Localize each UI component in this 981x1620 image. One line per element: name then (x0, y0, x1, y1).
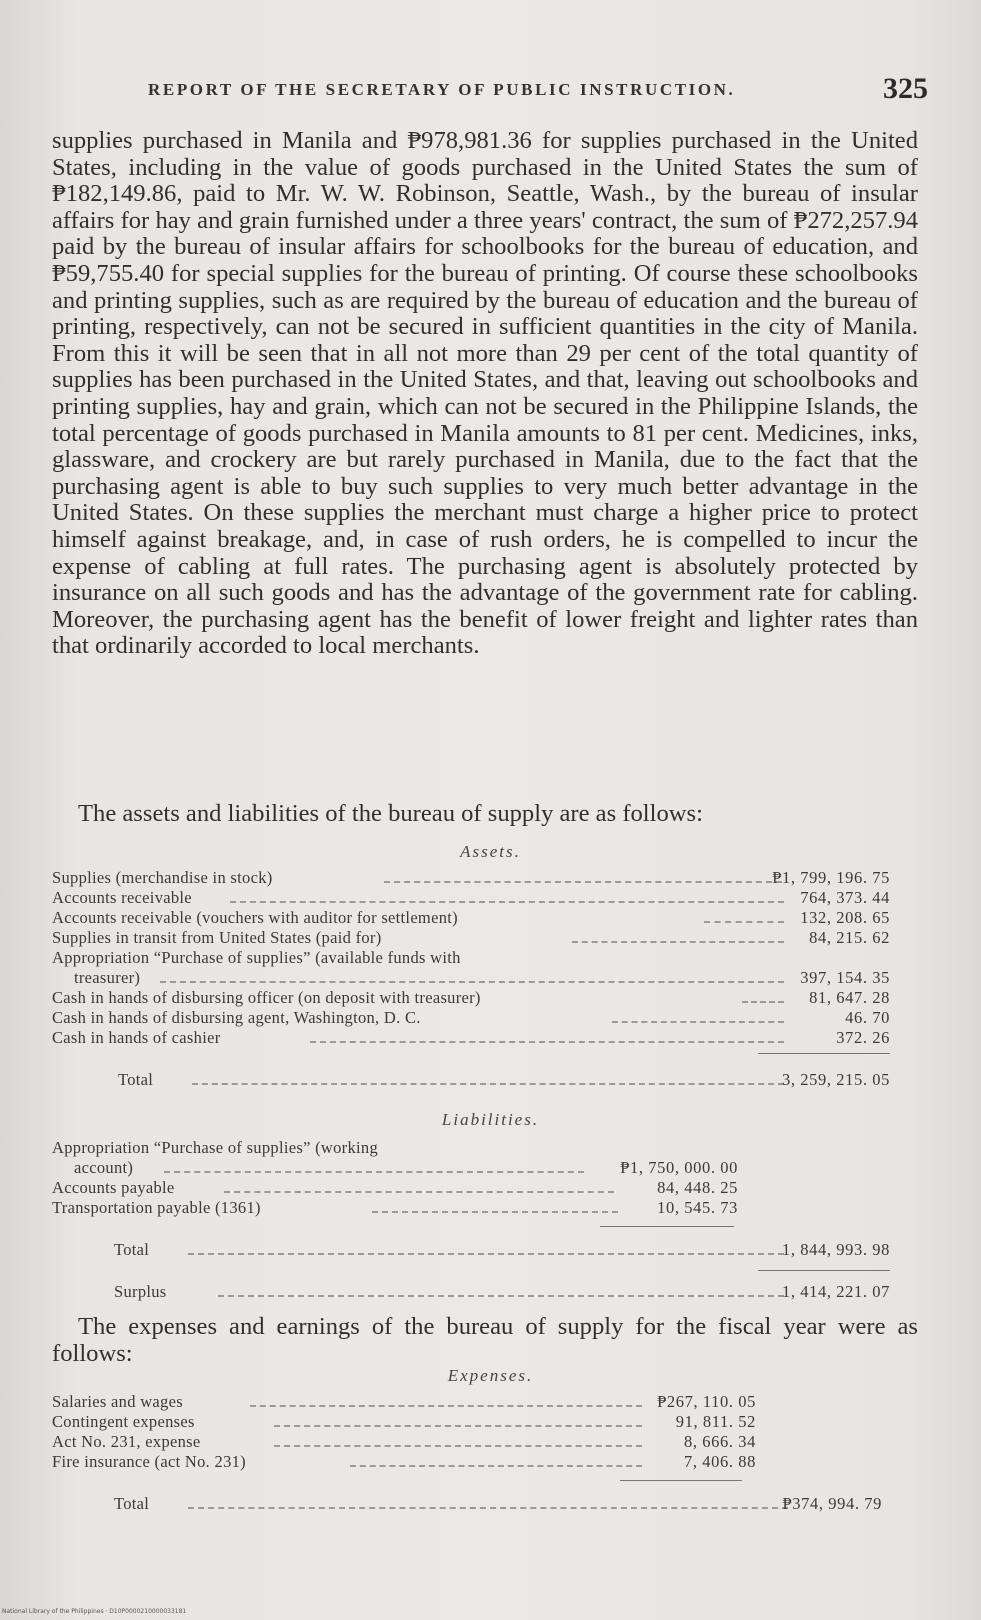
table-row (52, 1452, 918, 1472)
row-amount: 397, 154. 35 (800, 968, 890, 987)
row-label: Cash in hands of disbursing agent, Washington, D. C. (52, 1008, 421, 1027)
assets-heading: Assets. (460, 842, 521, 861)
leader-dots (572, 941, 784, 943)
surplus-label: Surplus (114, 1282, 167, 1301)
table-row (52, 928, 918, 948)
surplus-amount: 1, 414, 221. 07 (782, 1282, 890, 1301)
leader-dots (310, 1041, 784, 1043)
row-amount: 46. 70 (845, 1008, 890, 1027)
table-row (52, 1178, 918, 1198)
leader-dots (274, 1425, 642, 1427)
assets-total-row (52, 1070, 918, 1090)
row-amount: ₱1, 799, 196. 75 (772, 868, 890, 887)
row-label: Appropriation “Purchase of supplies” (available funds with (52, 948, 461, 967)
table-row (52, 1008, 918, 1028)
row-label: Cash in hands of disbursing officer (on deposit with treasurer) (52, 988, 481, 1007)
row-amount: 10, 545. 73 (657, 1198, 738, 1217)
assets-total: 3, 259, 215. 05 (782, 1070, 890, 1089)
running-title: REPORT OF THE SECRETARY OF PUBLIC INSTRUCTION. (148, 80, 736, 99)
leader-dots (742, 1001, 784, 1003)
leader-dots (192, 1083, 784, 1085)
table-row (52, 1138, 918, 1158)
paragraph-3-text: The expenses and earnings of the bureau of supply for the fiscal year were as follows: (52, 1313, 918, 1367)
row-amount: 132, 208. 65 (800, 908, 890, 927)
sum-rule (600, 1226, 734, 1227)
leader-dots (250, 1405, 642, 1407)
row-label: Supplies (merchandise in stock) (52, 868, 273, 887)
table-row (52, 1432, 918, 1452)
leader-dots (230, 901, 784, 903)
surplus-row (52, 1282, 918, 1302)
liabilities-total: 1, 844, 993. 98 (782, 1240, 890, 1259)
row-label: Act No. 231, expense (52, 1432, 201, 1451)
sum-rule (620, 1480, 742, 1481)
table-row (52, 888, 918, 908)
expenses-heading: Expenses. (447, 1366, 534, 1385)
leader-dots (218, 1295, 784, 1297)
row-label: Accounts payable (52, 1178, 175, 1197)
table-row (52, 908, 918, 928)
table-row (52, 968, 918, 988)
total-label: Total (114, 1494, 150, 1513)
row-amount: 84, 448. 25 (657, 1178, 738, 1197)
leader-dots (384, 881, 782, 883)
leader-dots (224, 1191, 614, 1193)
liabilities-total-row (52, 1240, 918, 1260)
leader-dots (350, 1465, 642, 1467)
row-label: Accounts receivable (vouchers with auditor for settlement) (52, 908, 458, 927)
table-row (52, 988, 918, 1008)
row-amount: 8, 666. 34 (684, 1432, 756, 1451)
body-paragraph (52, 128, 918, 660)
leader-dots (372, 1211, 618, 1213)
leader-dots (612, 1021, 784, 1023)
table-row (52, 1028, 918, 1048)
table-row (52, 868, 918, 888)
leader-dots (188, 1253, 784, 1255)
row-amount: 81, 647. 28 (809, 988, 890, 1007)
row-label: Accounts receivable (52, 888, 192, 907)
table-row (52, 1158, 918, 1178)
paragraph-2 (52, 801, 918, 828)
row-label: treasurer) (74, 968, 141, 987)
total-label: Total (114, 1240, 150, 1259)
leader-dots (160, 981, 784, 983)
expenses-total-row (52, 1494, 918, 1514)
row-label: Appropriation “Purchase of supplies” (working (52, 1138, 379, 1157)
row-label: account) (74, 1158, 134, 1177)
running-header (148, 72, 928, 112)
row-label: Salaries and wages (52, 1392, 183, 1411)
paragraph-3 (52, 1314, 918, 1367)
sum-rule (758, 1270, 890, 1271)
table-row (52, 948, 918, 968)
page-number: 325 (883, 72, 928, 105)
sum-rule (758, 1053, 890, 1054)
scan-credit: National Library of the Philippines · D10P0000210000033181 (2, 1608, 187, 1615)
table-row (52, 1198, 918, 1218)
row-label: Supplies in transit from United States (paid for) (52, 928, 382, 947)
leader-dots (164, 1171, 584, 1173)
row-label: Transportation payable (1361) (52, 1198, 261, 1217)
leader-dots (274, 1445, 642, 1447)
row-label: Cash in hands of cashier (52, 1028, 221, 1047)
paragraph-2-text: The assets and liabilities of the bureau of supply are as follows: (78, 800, 703, 827)
table-row (52, 1412, 918, 1432)
row-amount: ₱1, 750, 000. 00 (620, 1158, 738, 1177)
liabilities-heading: Liabilities. (441, 1110, 540, 1129)
paragraph-1: supplies purchased in Manila and ₱978,981.36 for supplies purchased in the United States, including in the value of goods purchased in the United States the sum of ₱182,149.86, paid to Mr. W. W. Robinson, Seattle, Wash., by the bureau of insular affairs for hay and grain furnished under a three years' contract, the sum of ₱272,257.94 paid by the bureau of insular affairs for schoolbooks for the bureau of education, and ₱59,755.40 for special supplies for the bureau of printing. Of course these schoolbooks and printing supplies, such as are required by the bureau of education and the bureau of printing, respectively, can not be secured in sufficient quantities in the city of Manila. From this it will be seen that in all not more than 29 per cent of the total quantity of supplies has been purchased in the United States, and that, leaving out schoolbooks and printing supplies, hay and grain, which can not be secured in the Philippine Islands, the total percentage of goods purchased in Manila amounts to 81 per cent. Medicines, inks, glassware, and crockery are but rarely purchased in Manila, due to the fact that the purchasing agent is able to buy such supplies to very much better advantage in the United States. On these supplies the merchant must charge a higher price to protect himself against breakage, and, in case of rush orders, he is compelled to incur the expense of cabling at full rates. The purchasing agent is absolutely protected by insurance on all such goods and has the advantage of the government rate for cabling. Moreover, the purchasing agent has the benefit of lower freight and lighter rates than that ordinarily accorded to local merchants. (52, 127, 918, 660)
row-amount: 764, 373. 44 (800, 888, 890, 907)
leader-dots (188, 1507, 788, 1509)
row-amount: 84, 215. 62 (809, 928, 890, 947)
row-label: Fire insurance (act No. 231) (52, 1452, 246, 1471)
row-amount: 372. 26 (836, 1028, 890, 1047)
row-amount: 7, 406. 88 (684, 1452, 756, 1471)
row-label: Contingent expenses (52, 1412, 195, 1431)
expenses-total: ₱374, 994. 79 (782, 1494, 882, 1513)
leader-dots (704, 921, 784, 923)
total-label: Total (118, 1070, 154, 1089)
row-amount: ₱267, 110. 05 (657, 1392, 756, 1411)
row-amount: 91, 811. 52 (675, 1412, 756, 1431)
table-row (52, 1392, 918, 1412)
